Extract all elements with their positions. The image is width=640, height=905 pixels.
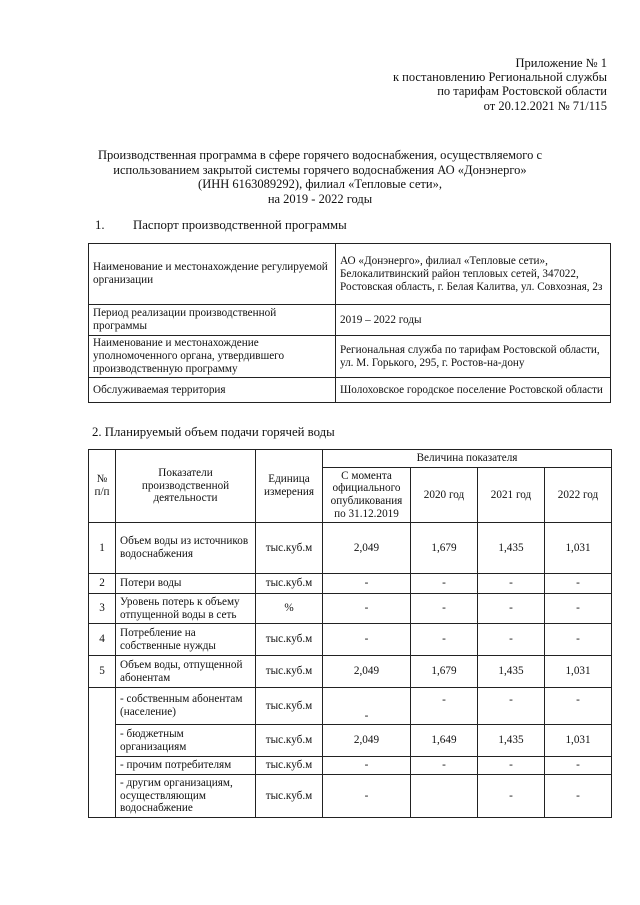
passport-label: Обслуживаемая территория: [89, 378, 336, 403]
value-since: -: [323, 757, 411, 775]
value-2022: -: [545, 594, 612, 624]
value-2020: 1,649: [411, 725, 478, 757]
value-2022: -: [545, 757, 612, 775]
row-unit: тыс.куб.м: [256, 574, 323, 594]
value-since: -: [323, 574, 411, 594]
value-since: -: [323, 594, 411, 624]
row-indicator: - прочим потребителям: [116, 757, 256, 775]
value-since: -: [323, 624, 411, 656]
value-2022: -: [545, 574, 612, 594]
header-value-group: Величина показателя: [323, 450, 612, 468]
section-heading-passport: [95, 218, 347, 233]
row-indicator: - бюджетным организациям: [116, 725, 256, 757]
value-since: 2,049: [323, 656, 411, 688]
passport-value: Шолоховское городское поселение Ростовской области: [336, 378, 611, 403]
value-2021: 1,435: [478, 656, 545, 688]
table-row: [89, 305, 611, 336]
value-2021: -: [478, 594, 545, 624]
value-2022: -: [545, 775, 612, 818]
value-2022: -: [545, 624, 612, 656]
row-unit: тыс.куб.м: [256, 688, 323, 725]
row-unit: тыс.куб.м: [256, 523, 323, 574]
value-2020: -: [411, 757, 478, 775]
row-number: 5: [89, 656, 116, 688]
value-since: 2,049: [323, 725, 411, 757]
header-indicator: Показатели производственной деятельности: [116, 450, 256, 523]
table-row: [89, 244, 611, 305]
table-subrow: [89, 757, 612, 775]
value-2020: -: [411, 594, 478, 624]
appendix-block: [393, 56, 607, 113]
row-indicator: Потери воды: [116, 574, 256, 594]
table-row: [89, 523, 612, 574]
value-2022: 1,031: [545, 725, 612, 757]
table-row: [89, 336, 611, 378]
header-year-2020: 2020 год: [411, 468, 478, 523]
row-number: 1: [89, 523, 116, 574]
value-2021: -: [478, 574, 545, 594]
table-row: [89, 378, 611, 403]
passport-value: АО «Донэнерго», филиал «Тепловые сети», Белокалитвинский район тепловых сетей, 347022, Ростовская область, г. Белая Калитва, ул. Совхозная, 2з: [336, 244, 611, 305]
appendix-line: к постановлению Региональной службы: [392, 70, 607, 85]
document-title: [60, 148, 580, 206]
value-2020: 1,679: [411, 656, 478, 688]
row-indicator: Уровень потерь к объему отпущенной воды в сеть: [116, 594, 256, 624]
value-2022: 1,031: [545, 523, 612, 574]
row-unit: тыс.куб.м: [256, 775, 323, 818]
header-year-2022: 2022 год: [545, 468, 612, 523]
value-2021: -: [478, 688, 545, 725]
row-indicator: - собственным абонентам (население): [116, 688, 256, 725]
title-line: (ИНН 6163089292), филиал «Тепловые сети»,: [198, 177, 442, 192]
section-title: Паспорт производственной программы: [133, 218, 347, 232]
row-unit: тыс.куб.м: [256, 725, 323, 757]
value-2022: -: [545, 688, 612, 725]
row-number: 4: [89, 624, 116, 656]
table-subrow: [89, 725, 612, 757]
row-indicator: Объем воды, отпущенной абонентам: [116, 656, 256, 688]
passport-table: [88, 243, 611, 403]
header-number: № п/п: [89, 450, 116, 523]
value-since: 2,049: [323, 523, 411, 574]
table-subrow: [89, 688, 612, 725]
section-number: 1.: [95, 218, 105, 232]
value-2020: 1,679: [411, 523, 478, 574]
title-line: использованием закрытой системы горячего водоснабжения АО «Донэнерго»: [113, 162, 527, 177]
value-since: -: [323, 688, 411, 725]
table-row: [89, 574, 612, 594]
row-indicator: Потребление на собственные нужды: [116, 624, 256, 656]
table-header-row: [89, 450, 612, 468]
title-line: Производственная программа в сфере горячего водоснабжения, осуществляемого с: [97, 148, 543, 162]
table-row: [89, 594, 612, 624]
value-2021: -: [478, 757, 545, 775]
row-unit: тыс.куб.м: [256, 624, 323, 656]
value-2022: 1,031: [545, 656, 612, 688]
table-row: [89, 624, 612, 656]
value-2020: -: [411, 688, 478, 725]
passport-label: Период реализации производственной программы: [89, 305, 336, 336]
section-heading-volume: 2. Планируемый объем подачи горячей воды: [92, 425, 335, 439]
header-since-publication: С момента официального опубликования по 31.12.2019: [323, 468, 411, 523]
value-2021: 1,435: [478, 725, 545, 757]
row-number: 2: [89, 574, 116, 594]
row-indicator: - другим организациям, осуществляющим водоснабжение: [116, 775, 256, 818]
row-number: 3: [89, 594, 116, 624]
value-2021: -: [478, 624, 545, 656]
value-since: -: [323, 775, 411, 818]
row-indicator: Объем воды из источников водоснабжения: [116, 523, 256, 574]
table-row: [89, 656, 612, 688]
header-unit: Единица измерения: [256, 450, 323, 523]
value-2020: -: [411, 574, 478, 594]
passport-value: Региональная служба по тарифам Ростовской области, ул. М. Горького, 295, г. Ростов-на-дону: [336, 336, 611, 378]
passport-value: 2019 – 2022 годы: [336, 305, 611, 336]
row-unit: тыс.куб.м: [256, 656, 323, 688]
row-number-empty: [89, 688, 116, 818]
appendix-line: Приложение № 1: [515, 56, 607, 70]
passport-label: Наименование и местонахождение регулируемой организации: [89, 244, 336, 305]
header-year-2021: 2021 год: [478, 468, 545, 523]
hot-water-volume-table: [88, 449, 612, 818]
appendix-line: от 20.12.2021 № 71/115: [483, 98, 607, 113]
value-2021: -: [478, 775, 545, 818]
value-2020: -: [411, 624, 478, 656]
row-unit: тыс.куб.м: [256, 757, 323, 775]
value-2021: 1,435: [478, 523, 545, 574]
value-2020: [411, 775, 478, 818]
title-line: на 2019 - 2022 годы: [267, 191, 373, 206]
table-subrow: [89, 775, 612, 818]
passport-label: Наименование и местонахождение уполномоченного органа, утвердившего производственную программу: [89, 336, 336, 378]
appendix-line: по тарифам Ростовской области: [437, 84, 607, 99]
row-unit: %: [256, 594, 323, 624]
